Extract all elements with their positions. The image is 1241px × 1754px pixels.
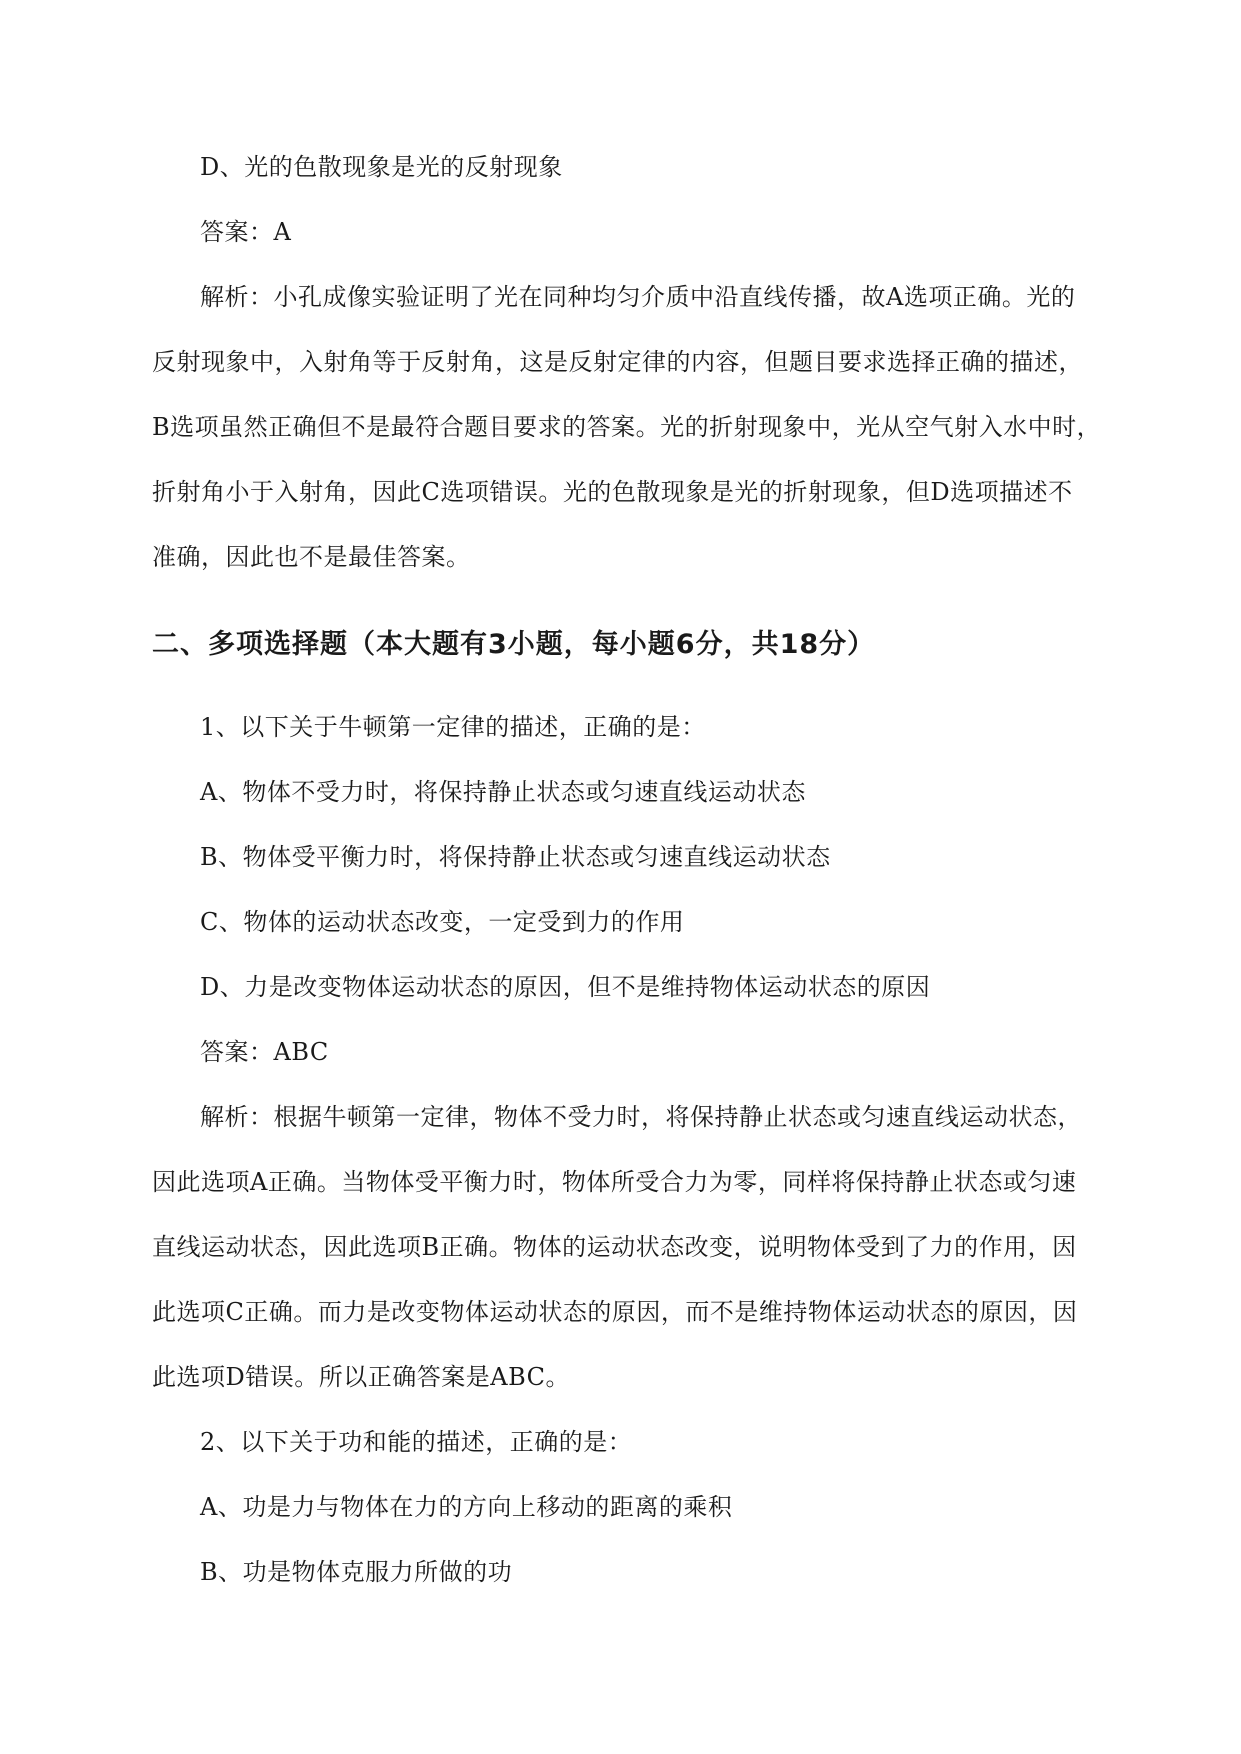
option-b: B、物体受平衡力时，将保持静止状态或匀速直线运动状态 [200, 843, 831, 871]
analysis-line: 解析：根据牛顿第一定律，物体不受力时，将保持静止状态或匀速直线运动状态， [200, 1103, 1082, 1131]
analysis-line: 此选项C正确。而力是改变物体运动状态的原因，而不是维持物体运动状态的原因，因 [152, 1298, 1078, 1326]
analysis-line: 反射现象中，入射角等于反射角，这是反射定律的内容，但题目要求选择正确的描述， [152, 348, 1083, 376]
analysis-line: 此选项D错误。所以正确答案是ABC。 [152, 1363, 571, 1391]
analysis-line: 直线运动状态，因此选项B正确。物体的运动状态改变，说明物体受到了力的作用，因 [152, 1233, 1077, 1261]
analysis-line: 折射角小于入射角，因此C选项错误。光的色散现象是光的折射现象，但D选项描述不 [152, 478, 1073, 506]
option-a: A、功是力与物体在力的方向上移动的距离的乘积 [200, 1493, 733, 1521]
analysis-line: B选项虽然正确但不是最符合题目要求的答案。光的折射现象中，光从空气射入水中时， [152, 413, 1102, 441]
analysis-line: 解析：小孔成像实验证明了光在同种均匀介质中沿直线传播，故A选项正确。光的 [200, 283, 1076, 311]
option-d: D、力是改变物体运动状态的原因，但不是维持物体运动状态的原因 [200, 973, 931, 1001]
option-c: C、物体的运动状态改变，一定受到力的作用 [200, 908, 685, 936]
question-stem: 2、以下关于功和能的描述，正确的是： [200, 1428, 633, 1456]
answer: 答案：ABC [200, 1038, 329, 1066]
answer: 答案：A [200, 218, 292, 246]
analysis-line: 因此选项A正确。当物体受平衡力时，物体所受合力为零，同样将保持静止状态或匀速 [152, 1168, 1077, 1196]
option-d: D、光的色散现象是光的反射现象 [200, 153, 563, 181]
section-heading: 二、多项选择题（本大题有3小题，每小题6分，共18分） [152, 629, 876, 660]
option-a: A、物体不受力时，将保持静止状态或匀速直线运动状态 [200, 778, 806, 806]
option-b: B、功是物体克服力所做的功 [200, 1558, 513, 1586]
analysis-line: 准确，因此也不是最佳答案。 [152, 543, 471, 571]
question-stem: 1、以下关于牛顿第一定律的描述，正确的是： [200, 713, 706, 741]
